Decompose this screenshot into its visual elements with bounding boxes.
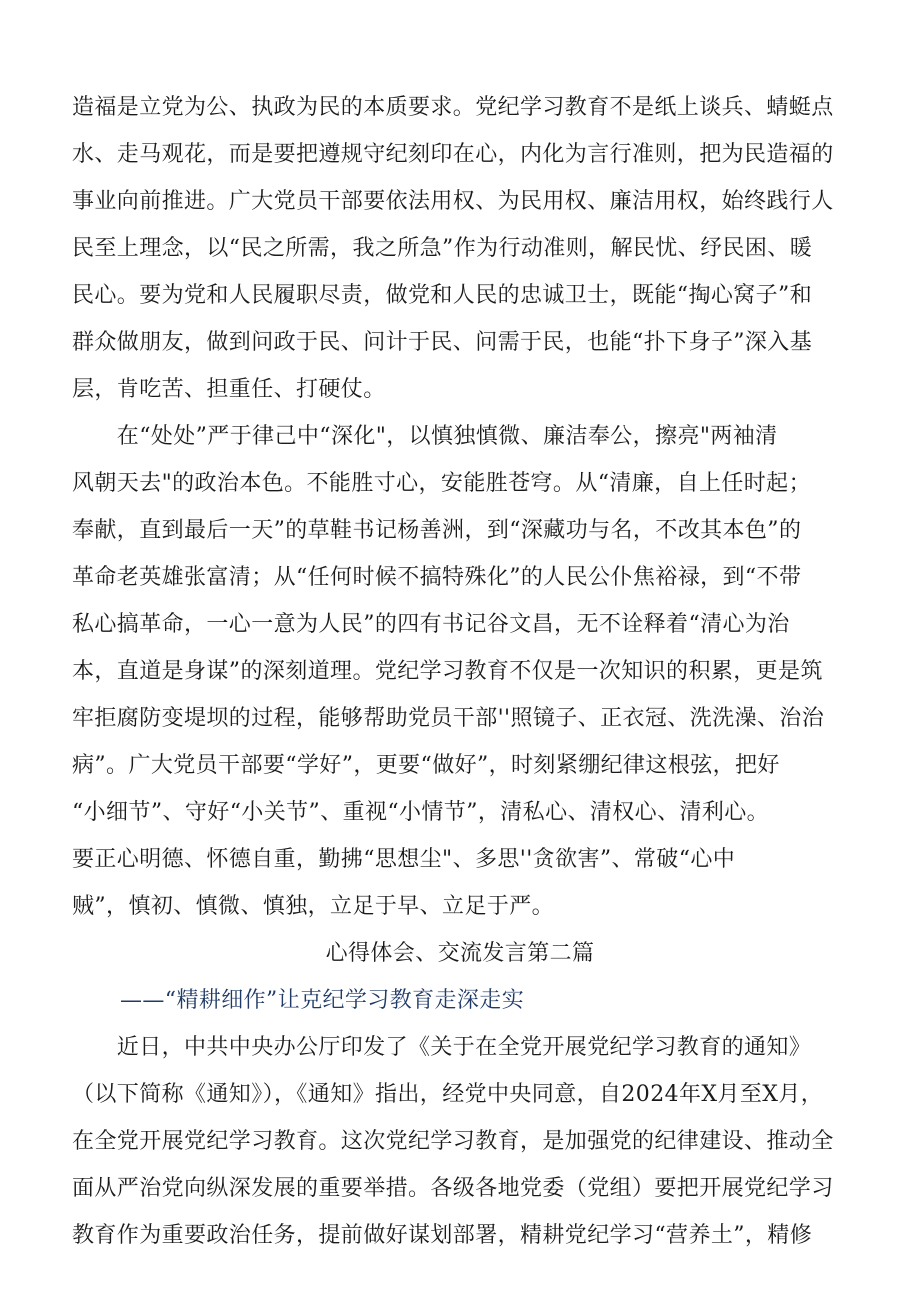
text-line: 水、走马观花，而是要把遵规守纪刻印在心，内化为言行准则，把为民造福的 xyxy=(72,142,834,167)
text-line: 民至上理念，以“民之所需，我之所急”作为行动准则，解民忧、纾民困、暖 xyxy=(72,236,813,261)
text-line: 革命老英雄张富清；从“任何时候不搞特殊化”的人民公仆焦裕禄，到“不带 xyxy=(72,565,802,590)
text-line: 在全党开展党纪学习教育。这次党纪学习教育，是加强党的纪律建设、推动全 xyxy=(72,1129,834,1154)
text-line: 私心搞革命，一心一意为人民”的四有书记谷文昌，无不诠释着“清心为治 xyxy=(72,612,790,637)
text-line: （以下简称《通知》），《通知》指出，经党中央同意，自2024年X月至X月， xyxy=(72,1082,824,1107)
text-line: “小细节”、守好“小关节”、重视“小情节”，清私心、清权心、清利心。 xyxy=(72,800,770,825)
text-line: 群众做朋友，做到问政于民、问计于民、问需于民，也能“扑下身子”深入基 xyxy=(72,330,813,355)
text-line: 民心。要为党和人民履职尽责，做党和人民的忠诚卫士，既能“掏心窝子”和 xyxy=(72,283,813,308)
section-heading: 心得体会、交流发言第二篇 xyxy=(325,941,595,966)
text-line: 造福是立党为公、执政为民的本质要求。党纪学习教育不是纸上谈兵、蜻蜓点 xyxy=(72,95,834,120)
section-subtitle: ——“精耕细作”让克纪学习教育走深走实 xyxy=(120,988,525,1013)
text-line: 教育作为重要政治任务，提前做好谋划部署，精耕党纪学习“营养土”，精修 xyxy=(72,1223,813,1248)
text-line: 病”。广大党员干部要“学好”，更要“做好”，时刻紧绷纪律这根弦，把好 xyxy=(72,753,780,778)
text-line: 要正心明德、怀德自重，勤拂“思想尘"、多思''贪欲害”、常破“心中 xyxy=(72,847,736,872)
text-line: 奉献，直到最后一天”的草鞋书记杨善洲，到“深藏功与名，不改其本色”的 xyxy=(72,518,802,543)
text-line: 近日，中共中央办公厅印发了《关于在全党开展党纪学习教育的通知》 xyxy=(72,1035,812,1060)
text-line: 在“处处”严于律己中“深化"，以慎独慎微、廉洁奉公，擦亮"两袖清 xyxy=(72,424,778,449)
text-line: 风朝天去"的政治本色。不能胜寸心，安能胜苍穹。从“清廉，自上任时起； xyxy=(72,471,811,496)
text-line: 贼”，慎初、慎微、慎独，立足于早、立足于严。 xyxy=(72,894,555,919)
text-line: 层，肯吃苦、担重任、打硬仗。 xyxy=(72,377,386,402)
text-line: 事业向前推进。广大党员干部要依法用权、为民用权、廉洁用权，始终践行人 xyxy=(72,189,834,214)
text-line: 牢拒腐防变堤坝的过程，能够帮助党员干部''照镜子、正衣冠、洗洗澡、治治 xyxy=(72,706,825,731)
text-line: 面从严治党向纵深发展的重要举措。各级各地党委（党组）要把开展党纪学习 xyxy=(72,1176,834,1201)
text-line: 本，直道是身谋”的深刻道理。党纪学习教育不仅是一次知识的积累，更是筑 xyxy=(72,659,823,684)
